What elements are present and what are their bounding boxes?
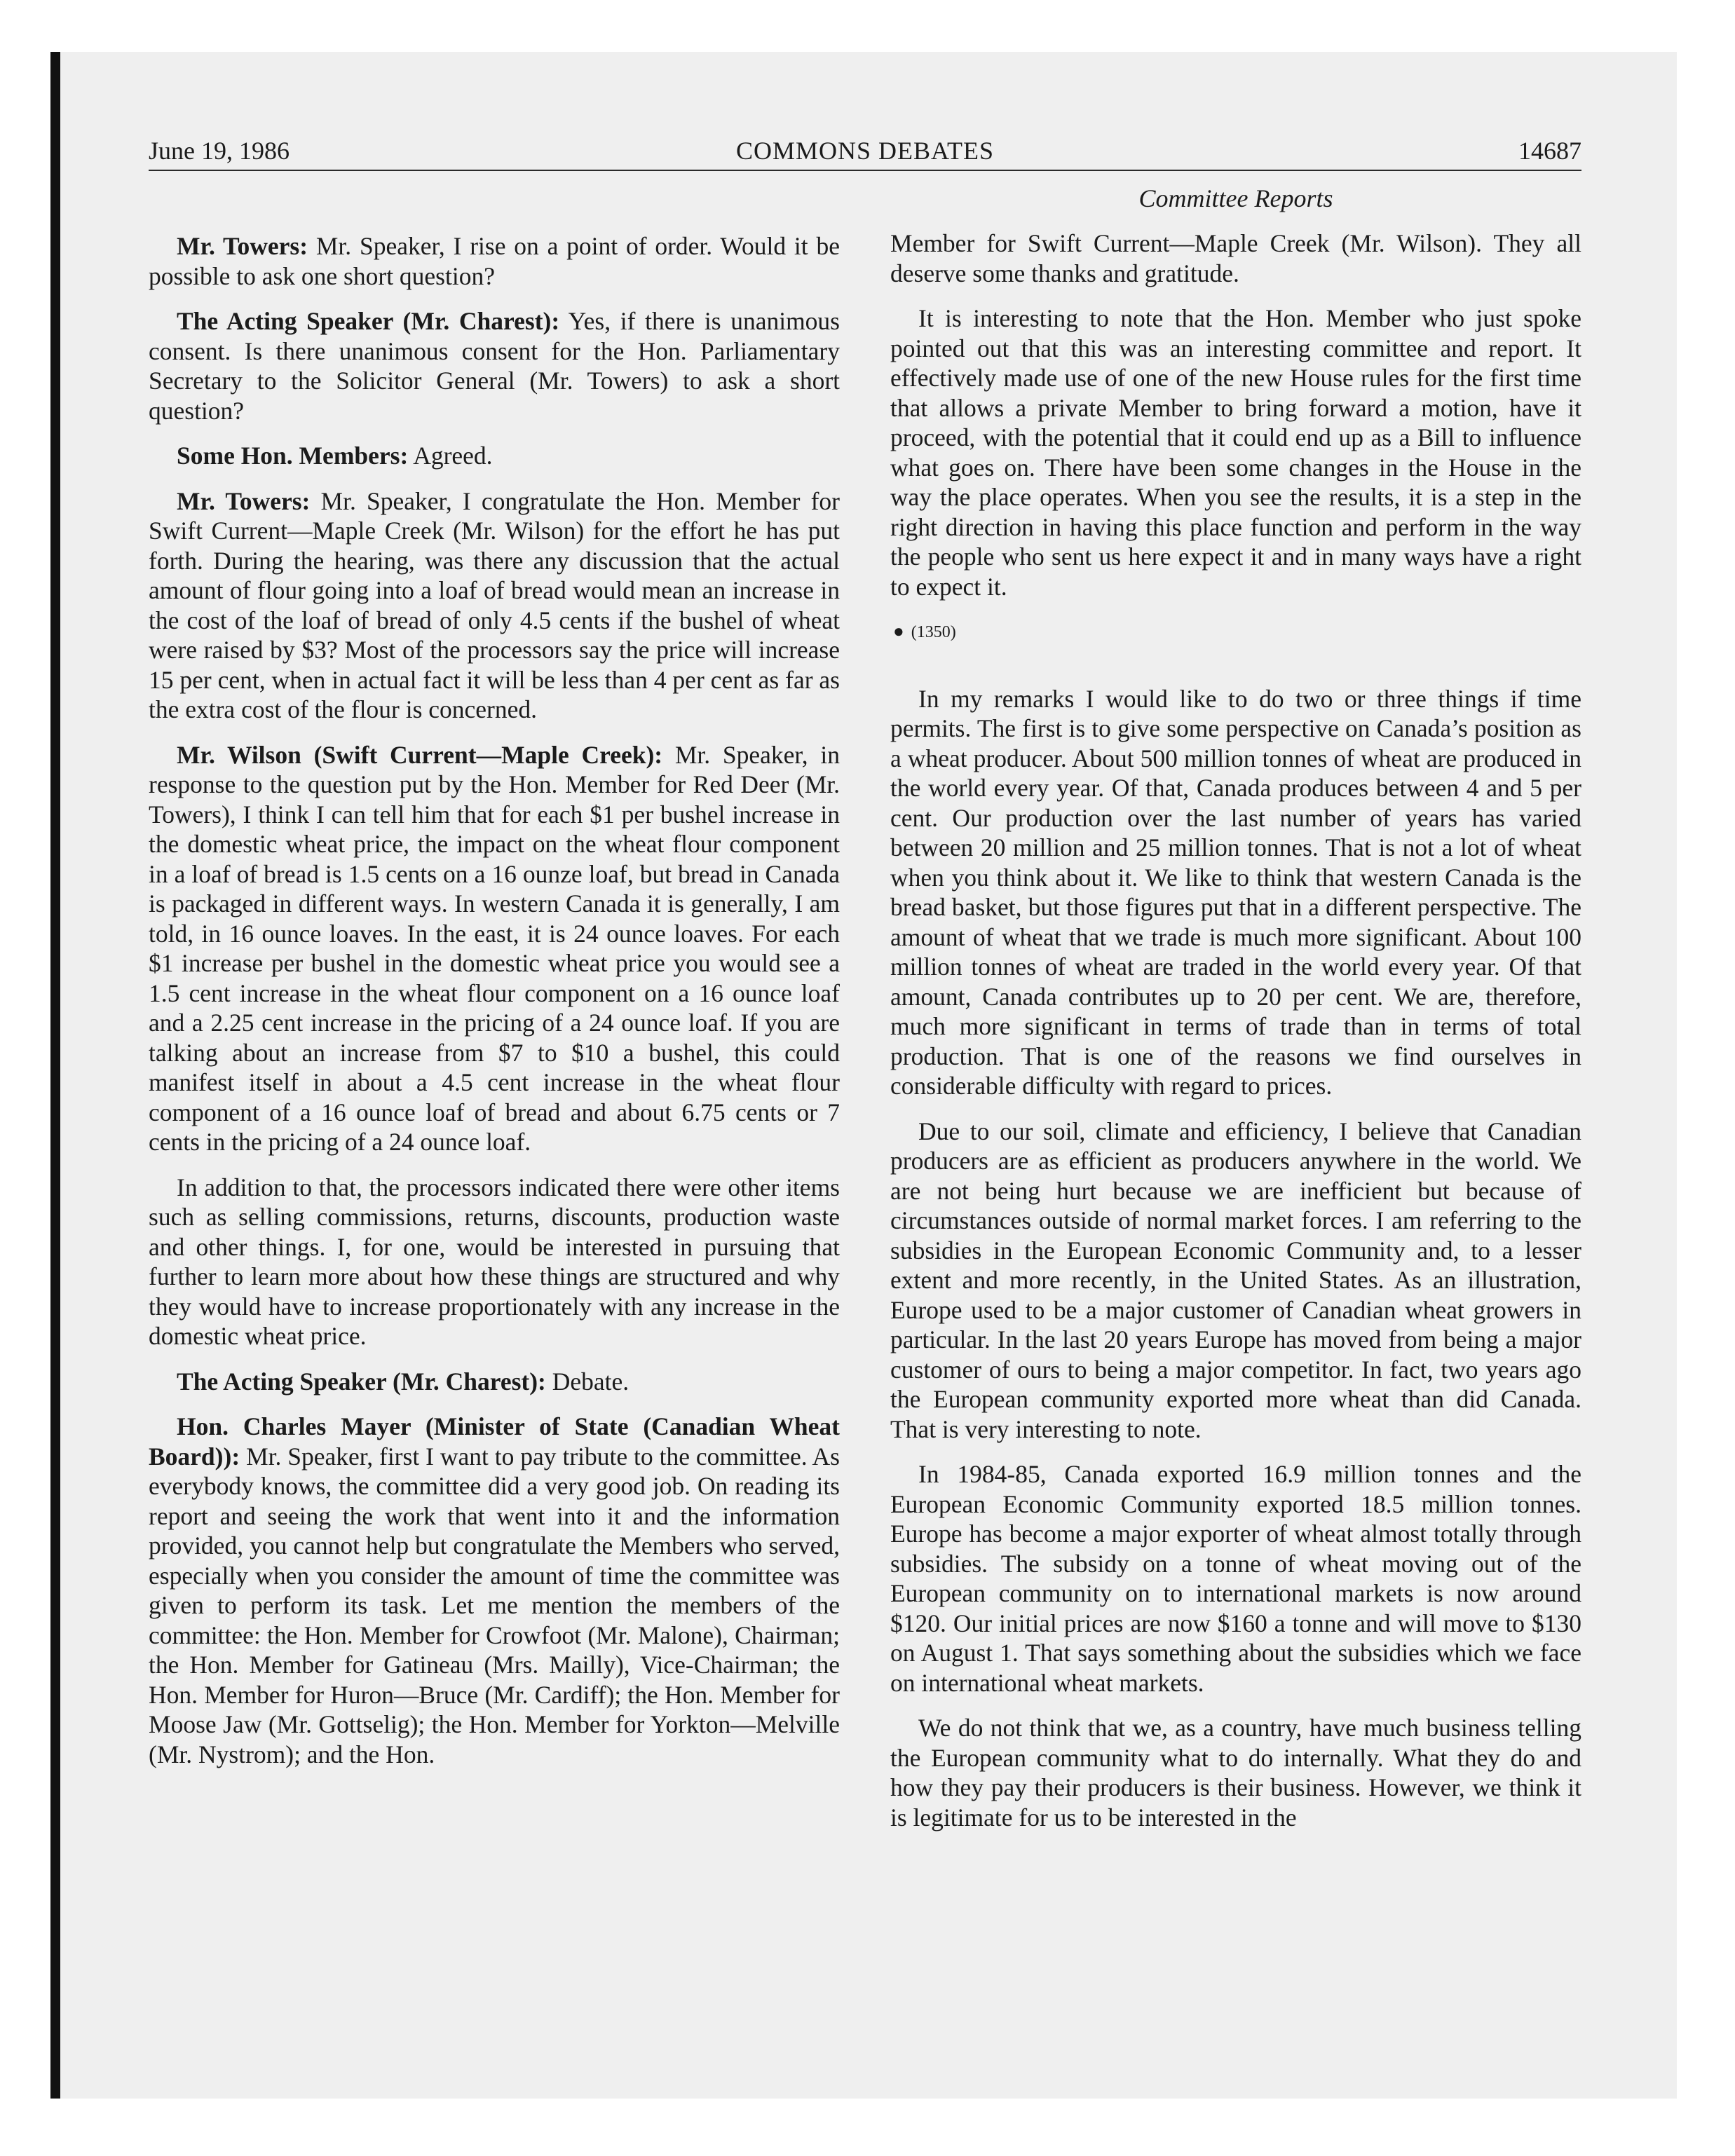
paragraph: [149, 1412, 840, 1769]
speaker-name: The Acting Speaker (Mr. Charest):: [177, 1367, 546, 1396]
paragraph-text: In addition to that, the processors indicated there were other items such as selling commissions, returns, discounts, production waste and other things. I, for one, would be interested in pursuing that further to learn more about how these things are structured and why they would have to increase proportionately with any increase in the domestic wheat price.: [149, 1173, 840, 1350]
paragraph: [890, 1713, 1581, 1832]
paragraph-text: Mr. Speaker, I rise on a point of order. Would it be possible to ask one short question?: [149, 232, 840, 290]
right-column: [890, 228, 1581, 1848]
speaker-name: Mr. Towers:: [177, 232, 308, 260]
paragraph-text: Yes, if there is unanimous consent. Is there unanimous consent for the Hon. Parliamentary Secretary to the Solicitor General (Mr. Towers) to ask a short question?: [149, 307, 840, 425]
paragraph: [890, 1117, 1581, 1445]
paragraph: [149, 1173, 840, 1351]
speaker-name: Mr. Towers:: [177, 486, 311, 515]
speaker-name: Hon. Charles Mayer (Minister of State (Canadian Wheat Board)):: [149, 1412, 840, 1471]
speaker-name: Mr. Wilson (Swift Current—Maple Creek):: [177, 740, 663, 769]
section-title: Committee Reports: [1138, 184, 1333, 212]
paragraph: [149, 306, 840, 425]
paragraph-text: Agreed.: [408, 442, 493, 470]
paragraph-text: Debate.: [545, 1367, 630, 1396]
paragraph-text: In my remarks I would like to do two or three things if time permits. The first is to give some perspective on Canada’s position as a wheat producer. About 500 million tonnes of wheat are produced in the world every year. Of that, Canada produces between 4 and 5 per cent. Our production over the last number of years has varied between 20 million and 25 million tonnes. That is not a lot of wheat when you think about it. We like to think that western Canada is the bread basket, but those figures put that in a different perspective. The amount of wheat that we trade is much more significant. About 100 million tonnes of wheat are traded in the world every year. Of that amount, Canada contributes up to 20 per cent. We are, therefore, much more significant in terms of trade than in terms of total production. That is one of the reasons we find ourselves in considerable difficulty with regard to prices.: [890, 684, 1581, 1100]
paragraph: [149, 740, 840, 1157]
timestamp: [893, 617, 1581, 648]
header-date: June 19, 1986: [149, 137, 290, 165]
timestamp-text: (1350): [911, 623, 956, 641]
page-header: [149, 136, 1581, 171]
paragraph-text: Mr. Speaker, I congratulate the Hon. Member for Swift Current—Maple Creek (Mr. Wilson) for the effort he has put forth. During the hearing, was there any discussion that the actual amount of flour going into a loaf of bread would mean an increase in the cost of the loaf of bread of only 4.5 cents if the bushel of wheat were raised by $3? Most of the processors say the price will increase 15 per cent, when in actual fact it will be less than 4 per cent as far as the extra cost of the flour is concerned.: [149, 486, 840, 723]
paragraph: [149, 231, 840, 291]
header-page-number: 14687: [1518, 137, 1581, 165]
paragraph: [890, 303, 1581, 601]
paragraph: [149, 1367, 840, 1397]
paragraph-text: Mr. Speaker, first I want to pay tribute to the committee. As everybody knows, the committee did a very good job. On reading its report and seeing the work that went into it and the information provided, you cannot help but congratulate the Members who served, especially when you consider the amount of time the committee was given to perform its task. Let me mention the members of the committee: the Hon. Member for Crowfoot (Mr. Malone), Chairman; the Hon. Member for Gatineau (Mrs. Mailly), Vice-Chairman; the Hon. Member for Huron—Bruce (Mr. Cardiff); the Hon. Member for Moose Jaw (Mr. Gottselig); the Hon. Member for Yorkton—Melville (Mr. Nystrom); and the Hon.: [149, 1442, 840, 1768]
paragraph-text: Mr. Speaker, in response to the question put by the Hon. Member for Red Deer (Mr. Towers), I think I can tell him that for each $1 per bushel increase in the domestic wheat price, the impact on the wheat flour component in a loaf of bread is 1.5 cents on a 16 ounze loaf, but bread in Canada is packaged in different ways. In western Canada it is generally, I am told, in 16 ounce loaves. In the east, it is 24 ounce loaves. For each $1 increase per bushel in the domestic wheat price you would see a 1.5 cent increase in the wheat flour component on a 16 ounce loaf and a 2.25 cent increase in the pricing of a 24 ounce loaf. If you are talking about an increase from $7 to $10 a bushel, this could manifest itself in about a 4.5 cent increase in the wheat flour component of a 16 ounce loaf of bread and about 6.75 cents or 7 cents in the pricing of a 24 ounce loaf.: [149, 740, 840, 1156]
header-title: COMMONS DEBATES: [735, 137, 995, 165]
paragraph: [149, 486, 840, 725]
bullet-icon: ●: [893, 621, 904, 641]
scan-edge-bar: [50, 52, 60, 2099]
paragraph: [890, 684, 1581, 1101]
paragraph-text: It is interesting to note that the Hon. Member who just spoke pointed out that this was an interesting committee and report. It effectively made use of one of the new House rules for the first time that allows a private Member to bring forward a motion, have it proceed, with the potential that it could end up as a Bill to influence what goes on. There have been some changes in the House in the way the place operates. When you see the results, it is a step in the right direction in having this place function and perform in the way the people who sent us here expect it and in many ways have a right to expect it.: [890, 304, 1581, 601]
paragraph-text: Due to our soil, climate and efficiency, I believe that Canadian producers are as efficient as producers anywhere in the world. We are not being hurt because we are inefficient but because of circumstances outside of normal market forces. I am referring to the subsidies in the European Economic Community and, to a lesser extent and more recently, in the United States. As an illustration, Europe used to be a major customer of Canadian wheat growers in particular. In the last 20 years Europe has moved from being a major customer of ours to being a major competitor. In fact, two years ago the European community exported more wheat than did Canada. That is very interesting to note.: [890, 1117, 1581, 1443]
paragraph-text: In 1984-85, Canada exported 16.9 million tonnes and the European Economic Community exported 18.5 million tonnes. Europe has become a major exporter of wheat almost totally through subsidies. The subsidy on a tonne of wheat moving out of the European community on to international markets is now around $120. Our initial prices are now $160 a tonne and will move to $130 on August 1. That says something about the subsidies which we face on international wheat markets.: [890, 1460, 1581, 1697]
paragraph: [890, 228, 1581, 288]
speaker-name: Some Hon. Members:: [177, 442, 409, 470]
paragraph-text: We do not think that we, as a country, have much business telling the European community what to do internally. What they do and how they pay their producers is their business. However, we think it is legitimate for us to be interested in the: [890, 1714, 1581, 1831]
paragraph-text: Member for Swift Current—Maple Creek (Mr. Wilson). They all deserve some thanks and gratitude.: [890, 229, 1581, 287]
speaker-name: The Acting Speaker (Mr. Charest):: [177, 307, 560, 335]
paragraph: [890, 1459, 1581, 1698]
left-column: [149, 231, 840, 1785]
paragraph: [149, 441, 840, 471]
